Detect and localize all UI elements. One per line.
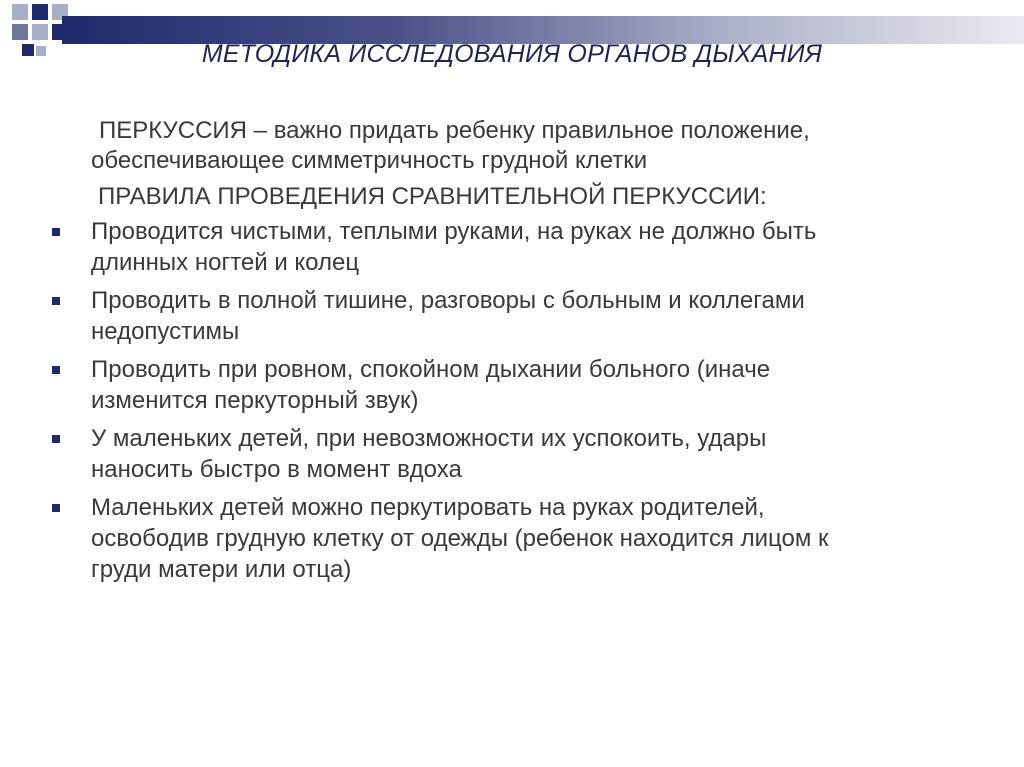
square-bullet-icon [52, 228, 60, 236]
rules-list [52, 216, 992, 592]
list-item-line: длинных ногтей и колец [91, 249, 360, 276]
list-item-line: освободив грудную клетку от одежды (ребенок находится лицом к [91, 525, 829, 552]
decor-square [32, 4, 48, 20]
intro-line: ПЕРКУССИЯ – важно придать ребенку правильное положение, [99, 117, 810, 144]
square-bullet-icon [52, 297, 60, 305]
slide-title: МЕТОДИКА ИССЛЕДОВАНИЯ ОРГАНОВ ДЫХАНИЯ [201, 40, 823, 68]
list-item [52, 423, 992, 485]
square-bullet-icon [52, 435, 60, 443]
square-bullet-icon [52, 366, 60, 374]
list-item [52, 492, 992, 585]
decor-square [12, 4, 28, 20]
intro-line: обеспечивающее симметричность грудной клетки [91, 147, 648, 174]
list-item-line: Проводить в полной тишине, разговоры с больным и коллегами [91, 287, 805, 314]
list-item-line: груди матери или отца) [91, 556, 352, 583]
list-item [52, 216, 992, 278]
square-bullet-icon [52, 504, 60, 512]
list-item-line: изменится перкуторный звук) [91, 387, 419, 414]
decor-square [12, 24, 28, 40]
list-item-line: Проводить при ровном, спокойном дыхании больного (иначе [91, 356, 771, 383]
list-item-line: У маленьких детей, при невозможности их успокоить, удары [91, 425, 767, 452]
rules-heading: ПРАВИЛА ПРОВЕДЕНИЯ СРАВНИТЕЛЬНОЙ ПЕРКУССИИ: [98, 183, 767, 210]
list-item-line: Проводится чистыми, теплыми руками, на руках не должно быть [91, 218, 817, 245]
list-item [52, 285, 992, 347]
decor-square [32, 24, 48, 40]
intro-paragraph [91, 116, 971, 176]
list-item-line: Маленьких детей можно перкутировать на руках родителей, [91, 494, 765, 521]
list-item [52, 354, 992, 416]
list-item-line: наносить быстро в момент вдоха [91, 456, 462, 483]
list-item-line: недопустимы [91, 318, 240, 345]
